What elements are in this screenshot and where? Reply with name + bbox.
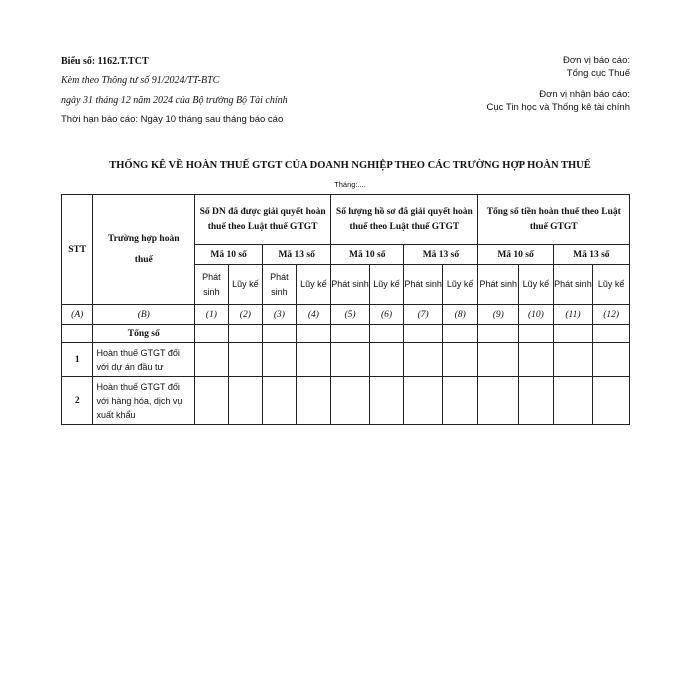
column-code: (B) [93, 305, 195, 325]
leaf-header: Phát sinh [263, 265, 297, 305]
table-cell [519, 325, 554, 343]
row-stt: 2 [62, 377, 93, 425]
table-cell [296, 325, 331, 343]
table-cell [331, 325, 370, 343]
table-cell [331, 377, 370, 425]
report-title: THỐNG KÊ VỀ HOÀN THUẾ GTGT CỦA DOANH NGHIỆP THEO CÁC TRƯỜNG HỢP HOÀN THUẾ [109, 160, 591, 171]
table-cell [195, 325, 229, 343]
column-code: (12) [593, 305, 630, 325]
receiving-unit: Cục Tin học và Thống kê tài chính [486, 101, 630, 113]
leaf-header: Phát sinh [404, 265, 443, 305]
table-cell [478, 377, 519, 425]
table-cell [263, 377, 297, 425]
table-cell [593, 325, 630, 343]
column-code: (6) [369, 305, 404, 325]
table-cell [478, 325, 519, 343]
column-code: (1) [195, 305, 229, 325]
table-row [62, 377, 630, 425]
table-cell [331, 343, 370, 377]
column-code: (A) [62, 305, 93, 325]
column-code: (4) [296, 305, 331, 325]
column-code: (5) [331, 305, 370, 325]
table-cell [553, 377, 593, 425]
table-cell [369, 377, 404, 425]
row-label: Hoàn thuế GTGT đối với dự án đầu tư [93, 343, 195, 377]
receiving-unit-label: Đơn vị nhận báo cáo: [539, 89, 630, 100]
reporting-unit: Tổng cục Thuế [566, 67, 630, 79]
table-cell [442, 325, 478, 343]
table-cell [442, 377, 478, 425]
table-cell [593, 377, 630, 425]
total-label: Tổng số [93, 325, 195, 343]
table-cell [369, 325, 404, 343]
leaf-header: Lũy kế [228, 265, 263, 305]
column-code: (2) [228, 305, 263, 325]
row-stt: 1 [62, 343, 93, 377]
subgroup-header: Mã 13 số [404, 245, 478, 265]
table-cell [195, 343, 229, 377]
month-line: Tháng:.... [334, 180, 366, 189]
table-cell [404, 377, 443, 425]
row-label: Hoàn thuế GTGT đối với hàng hóa, dịch vụ xuất khẩu [93, 377, 195, 425]
table-cell [296, 377, 331, 425]
table-cell [228, 343, 263, 377]
table-cell [404, 325, 443, 343]
subgroup-header: Mã 10 số [195, 245, 263, 265]
subgroup-header: Mã 13 số [553, 245, 629, 265]
issue-date-line: ngày 31 tháng 12 năm 2024 của Bộ trưởng Bộ Tài chính [61, 95, 288, 106]
leaf-header: Lũy kế [519, 265, 554, 305]
table-cell [263, 343, 297, 377]
group-header-dossiers: Số lượng hồ sơ đã giải quyết hoàn thuế theo Luật thuế GTGT [331, 195, 478, 245]
column-code: (7) [404, 305, 443, 325]
table-cell [369, 343, 404, 377]
subgroup-header: Mã 13 số [263, 245, 331, 265]
column-code: (3) [263, 305, 297, 325]
table-cell [593, 343, 630, 377]
table-cell [296, 343, 331, 377]
circular-reference: Kèm theo Thông tư số 91/2024/TT-BTC [61, 75, 220, 86]
table-cell [195, 377, 229, 425]
leaf-header: Lũy kế [593, 265, 630, 305]
table-cell [442, 343, 478, 377]
reporting-unit-label: Đơn vị báo cáo: [563, 55, 630, 66]
table-cell [62, 325, 93, 343]
table-row-total [62, 325, 630, 343]
table-cell [404, 343, 443, 377]
subgroup-header: Mã 10 số [478, 245, 553, 265]
leaf-header: Lũy kế [296, 265, 331, 305]
leaf-header: Phát sinh [331, 265, 370, 305]
table-cell [553, 325, 593, 343]
header-right [430, 55, 630, 114]
column-code: (10) [519, 305, 554, 325]
table-cell [228, 325, 263, 343]
table-cell [519, 343, 554, 377]
column-code: (8) [442, 305, 478, 325]
column-code: (9) [478, 305, 519, 325]
leaf-header: Phát sinh [195, 265, 229, 305]
table-cell [478, 343, 519, 377]
form-code: Biểu số: 1162.T.TCT [61, 56, 149, 67]
leaf-header: Lũy kế [442, 265, 478, 305]
subgroup-header: Mã 10 số [331, 245, 404, 265]
leaf-header: Phát sinh [478, 265, 519, 305]
leaf-header: Phát sinh [553, 265, 593, 305]
group-header-enterprises: Số DN đã được giải quyết hoàn thuế theo Luật thuế GTGT [195, 195, 331, 245]
table-cell [553, 343, 593, 377]
col-header-stt: STT [62, 195, 93, 305]
column-code: (11) [553, 305, 593, 325]
group-header-amount: Tổng số tiền hoàn thuế theo Luật thuế GTGT [478, 195, 630, 245]
table-row [62, 343, 630, 377]
table-cell [228, 377, 263, 425]
table-cell [263, 325, 297, 343]
header-left [61, 55, 291, 126]
report-table [61, 194, 630, 425]
reporting-deadline: Thời hạn báo cáo: Ngày 10 tháng sau tháng báo cáo [61, 114, 284, 125]
table-cell [519, 377, 554, 425]
col-header-case: Trường hợp hoàn thuế [93, 195, 195, 305]
leaf-header: Lũy kế [369, 265, 404, 305]
